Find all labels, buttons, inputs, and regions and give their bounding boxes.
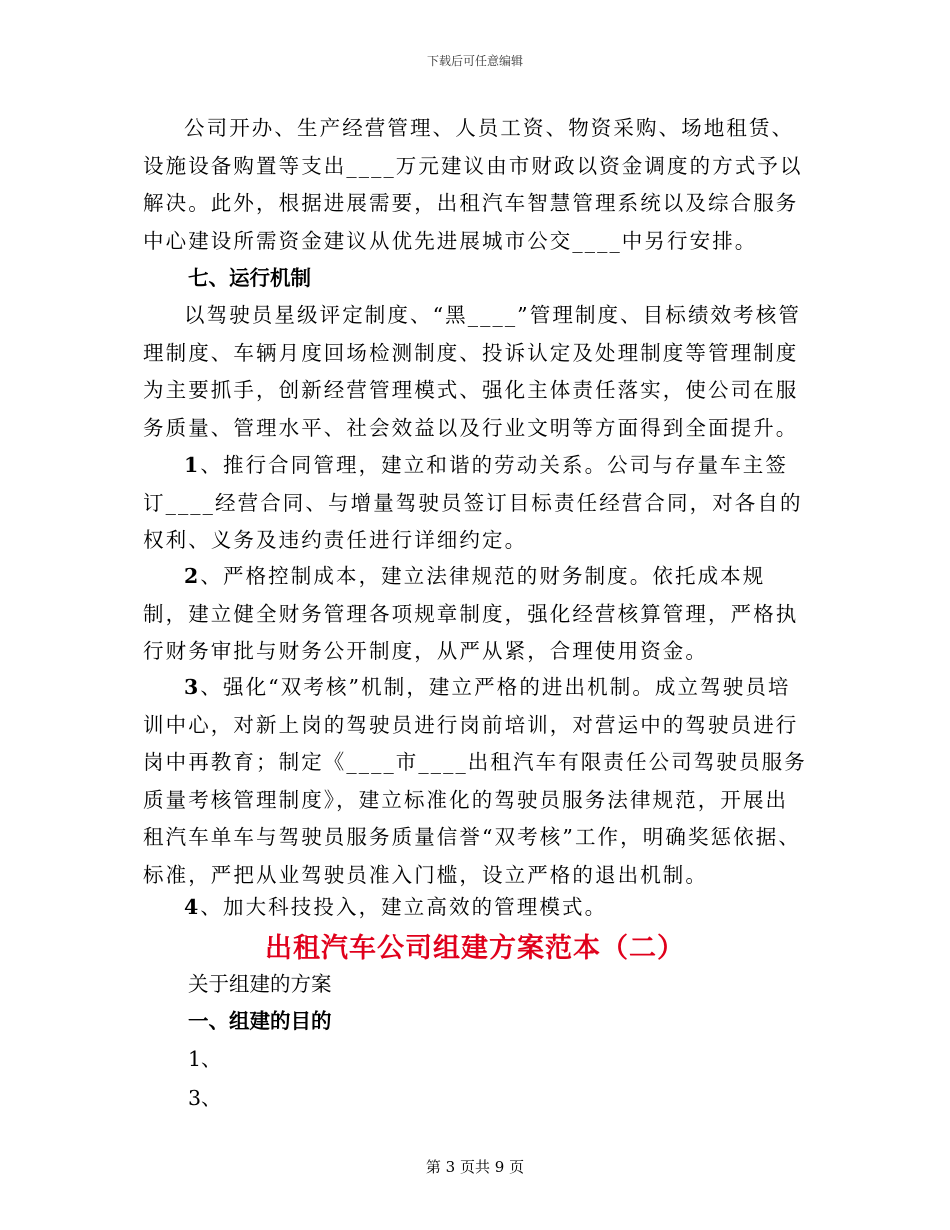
page-footer: 第 3 页共 9 页 bbox=[425, 1158, 525, 1176]
section-heading-purpose: 一、组建的目的 bbox=[188, 1009, 332, 1033]
list-item-1: 1、 bbox=[188, 1047, 222, 1071]
page-header: 下载后可任意编辑 bbox=[426, 54, 523, 68]
list-item-number: 2 bbox=[184, 564, 201, 588]
list-item-number: 1 bbox=[184, 453, 201, 477]
document-title: 出租汽车公司组建方案范本（二） bbox=[265, 933, 685, 964]
list-item-technology bbox=[143, 889, 808, 927]
list-item-contract-management bbox=[143, 447, 808, 560]
paragraph-funding: 公司开办、生产经营管理、人员工资、物资采购、场地租赁、设施设备购置等支出____万元建议由市财政以资金调度的方式予以解决。此外，根据进展需要，出租汽车智慧管理系统以及综合服务中心建设所需资金建议从优先进展城市公交____中另行安排。 bbox=[143, 116, 803, 253]
paragraph-operation-mechanism: 以驾驶员星级评定制度、“黑____”管理制度、目标绩效考核管理制度、车辆月度回场检测制度、投诉认定及处理制度等管理制度为主要抓手，创新经营管理模式、强化主体责任落实，使公司在服务质量、管理水平、社会效益以及行业文明等方面得到全面提升。 bbox=[143, 303, 801, 440]
list-item-number: 4 bbox=[184, 895, 201, 919]
list-item-text: 、加大科技投入，建立高效的管理模式。 bbox=[200, 895, 608, 919]
list-item-double-assessment bbox=[143, 669, 808, 894]
document-subtitle: 关于组建的方案 bbox=[188, 972, 332, 996]
list-item-text: 、推行合同管理，建立和谐的劳动关系。公司与存量车主签订____经营合同、与增量驾驶员签订目标责任经营合同，对各自的权利、义务及违约责任进行详细约定。 bbox=[143, 453, 803, 552]
list-item-text: 、严格控制成本，建立法律规范的财务制度。依托成本规制，建立健全财务管理各项规章制度，强化经营核算管理，严格执行财务审批与财务公开制度，从严从紧，合理使用资金。 bbox=[143, 564, 799, 663]
list-item-number: 3 bbox=[184, 675, 201, 699]
list-item-3: 3、 bbox=[188, 1086, 222, 1110]
section-heading-operation: 七、运行机制 bbox=[188, 266, 311, 290]
list-item-text: 、强化“双考核”机制，建立严格的进出机制。成立驾驶员培训中心，对新上岗的驾驶员进行岗前培训，对营运中的驾驶员进行岗中再教育；制定《____市____出租汽车有限责任公司驾驶员服务质量考核管理制度》，建立标准化的驾驶员服务法律规范，开展出租汽车单车与驾驶员服务质量信誉“双考核”工作，明确奖惩依据、标准，严把从业驾驶员准入门槛，设立严格的退出机制。 bbox=[143, 675, 807, 887]
list-item-cost-control bbox=[143, 558, 808, 671]
